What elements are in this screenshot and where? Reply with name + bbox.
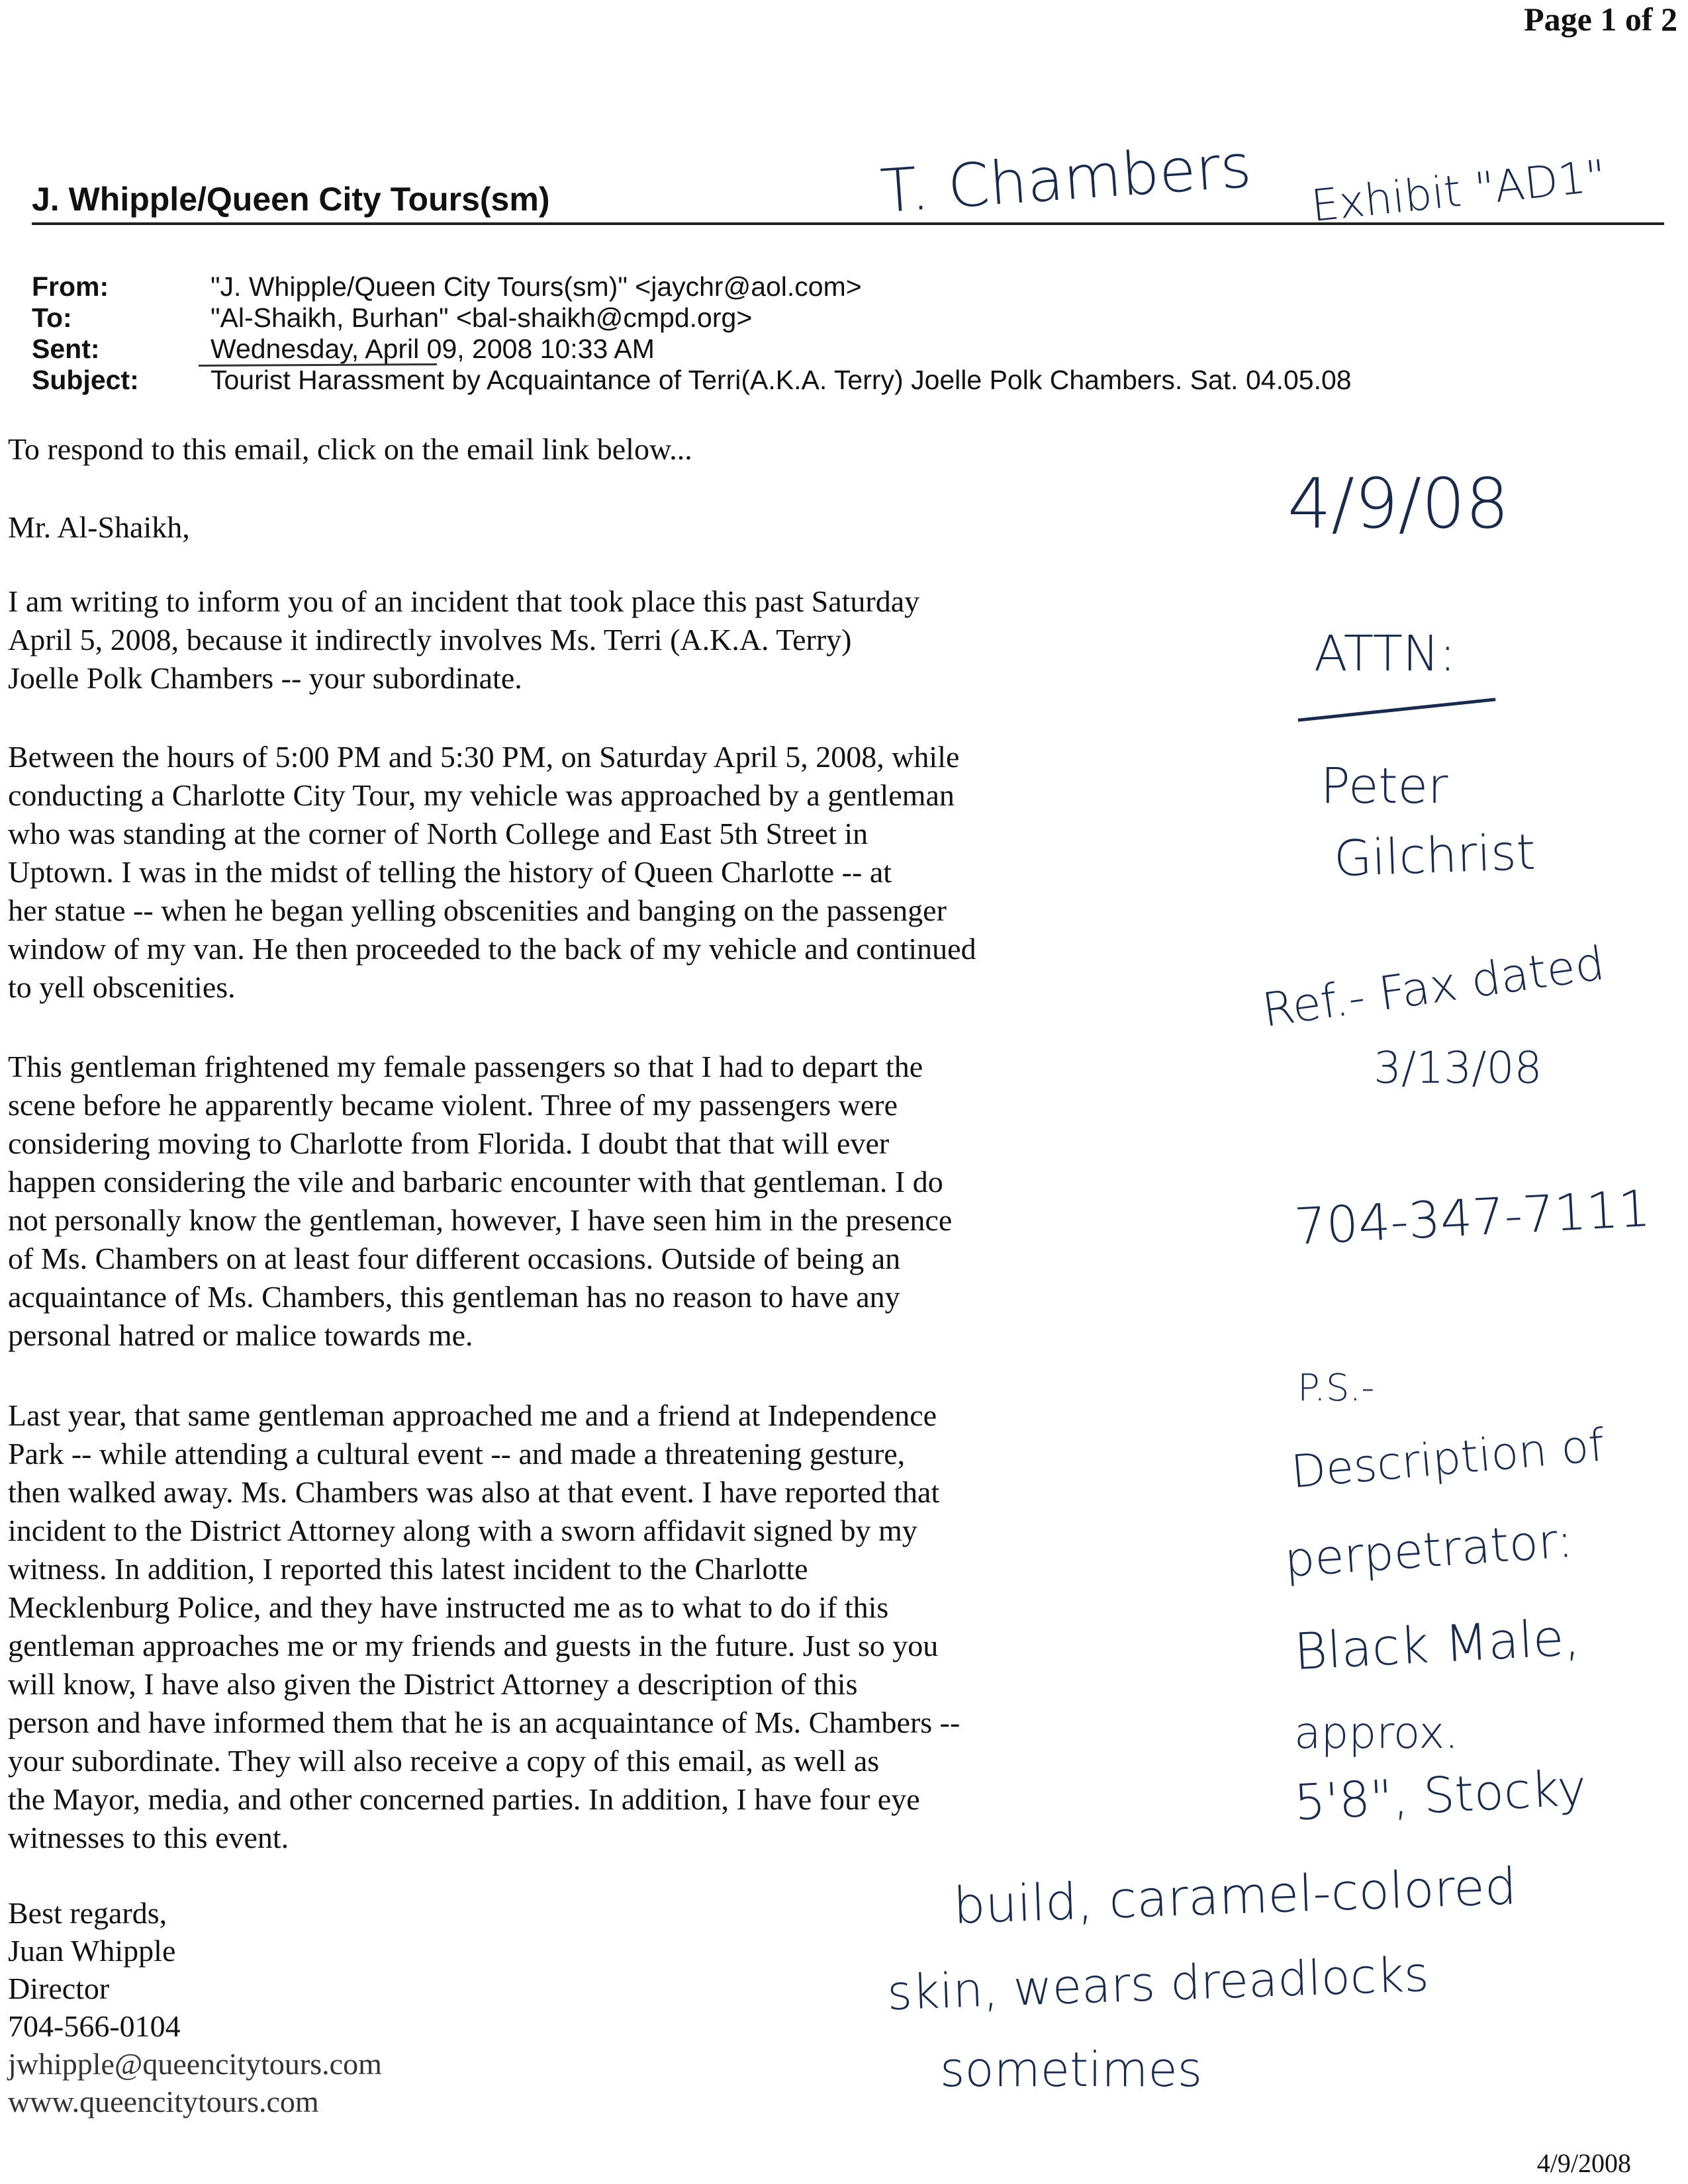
handwritten-ps: P.S.- <box>1297 1367 1375 1410</box>
handwritten-ref: Ref.- Fax dated <box>1258 936 1608 1038</box>
to-label: To: <box>32 302 72 333</box>
paragraph-line: the Mayor, media, and other concerned parties. In addition, I have four eye <box>8 1782 920 1816</box>
paragraph-line: April 5, 2008, because it indirectly involves Ms. Terri (A.K.A. Terry) <box>8 623 852 657</box>
paragraph-line: window of my van. He then proceeded to the back of my vehicle and continued <box>8 932 976 966</box>
handwritten-fax-date: 3/13/08 <box>1374 1042 1542 1093</box>
handwritten-description-line: sometimes <box>940 2042 1203 2097</box>
paragraph-line: witnesses to this event. <box>8 1821 289 1854</box>
handwritten-description-line: 5'8", Stocky <box>1293 1759 1588 1832</box>
body-paragraph-4 <box>8 1396 1305 1857</box>
handwritten-date: 4/9/08 <box>1288 463 1509 544</box>
paragraph-line: her statue -- when he began yelling obscenities and banging on the passenger <box>8 893 947 927</box>
paragraph-line: your subordinate. They will also receive a copy of this email, as well as <box>8 1744 880 1778</box>
signature-phone: 704-566-0104 <box>8 2009 181 2043</box>
paragraph-line: gentleman approaches me or my friends and guests in the future. Just so you <box>8 1629 939 1662</box>
paragraph-line: Joelle Polk Chambers -- your subordinate. <box>8 661 522 695</box>
paragraph-line: considering moving to Charlotte from Florida. I doubt that that will ever <box>8 1126 890 1160</box>
paragraph-line: personal hatred or malice towards me. <box>8 1318 473 1352</box>
paragraph-line: will know, I have also given the District Attorney a description of this <box>8 1667 858 1701</box>
paragraph-line: This gentleman frightened my female passengers so that I had to depart the <box>8 1050 923 1083</box>
paragraph-line: witness. In addition, I reported this latest incident to the Charlotte <box>8 1552 808 1586</box>
signature-name: Juan Whipple <box>8 1934 176 1968</box>
paragraph-line: I am writing to inform you of an incident that took place this past Saturday <box>8 584 920 618</box>
paragraph-line: Between the hours of 5:00 PM and 5:30 PM, on Saturday April 5, 2008, while <box>8 740 960 774</box>
from-label: From: <box>32 271 109 302</box>
signature-email-link[interactable]: jwhipple@queencitytours.com <box>8 2047 382 2081</box>
paragraph-line: happen considering the vile and barbaric encounter with that gentleman. I do <box>8 1165 943 1199</box>
body-paragraph-1 <box>8 582 1305 698</box>
paragraph-line: not personally know the gentleman, however, I have seen him in the presence <box>8 1203 953 1237</box>
handwritten-underline <box>1298 698 1496 721</box>
handwritten-description-line: skin, wears dreadlocks <box>886 1946 1430 2021</box>
body-paragraph-2 <box>8 738 1305 1007</box>
paragraph-line: conducting a Charlotte City Tour, my vehicle was approached by a gentleman <box>8 778 955 812</box>
handwritten-attn-last-name: Gilchrist <box>1333 823 1537 888</box>
paragraph-line: person and have informed them that he is an acquaintance of Ms. Chambers -- <box>8 1706 961 1739</box>
handwritten-description-line: Black Male, <box>1292 1607 1581 1682</box>
handwritten-exhibit-label: Exhibit "AD1" <box>1309 150 1609 232</box>
signature-website-link[interactable]: www.queencitytours.com <box>8 2085 319 2118</box>
handwritten-name: T. Chambers <box>878 131 1254 227</box>
paragraph-line: Mecklenburg Police, and they have instructed me as to what to do if this <box>8 1590 889 1624</box>
handwritten-attn-first-name: Peter <box>1321 758 1448 815</box>
to-value: "Al-Shaikh, Burhan" <bal-shaikh@cmpd.org> <box>211 302 753 333</box>
paragraph-line: of Ms. Chambers on at least four different occasions. Outside of being an <box>8 1242 901 1275</box>
from-value: "J. Whipple/Queen City Tours(sm)" <jaychr@aol.com> <box>211 271 862 302</box>
respond-note: To respond to this email, click on the email link below... <box>8 432 692 466</box>
footer-date: 4/9/2008 <box>1536 2148 1631 2178</box>
subject-label: Subject: <box>32 365 139 395</box>
sent-value: Wednesday, April 09, 2008 10:33 AM <box>211 334 655 364</box>
handwritten-phone: 704-347-7111 <box>1293 1178 1652 1257</box>
handwritten-description-line: build, caramel-colored <box>952 1856 1518 1935</box>
handwritten-description-line: Description of <box>1289 1419 1607 1499</box>
handwritten-description-line: perpetrator: <box>1282 1512 1575 1588</box>
signature-title: Director <box>8 1972 110 2005</box>
paragraph-line: to yell obscenities. <box>8 970 236 1004</box>
paragraph-line: then walked away. Ms. Chambers was also at that event. I have reported that <box>8 1475 940 1509</box>
body-paragraph-3 <box>8 1048 1305 1355</box>
paragraph-line: incident to the District Attorney along with a sworn affidavit signed by my <box>8 1514 917 1547</box>
paragraph-line: Uptown. I was in the midst of telling the history of Queen Charlotte -- at <box>8 855 892 889</box>
paragraph-line: scene before he apparently became violent. Three of my passengers were <box>8 1088 898 1122</box>
paragraph-line: acquaintance of Ms. Chambers, this gentleman has no reason to have any <box>8 1280 900 1314</box>
handwritten-description-line: approx. <box>1294 1707 1459 1758</box>
signature-closing: Best regards, <box>8 1896 167 1930</box>
paragraph-line: Last year, that same gentleman approached me and a friend at Independence <box>8 1398 937 1432</box>
page-count: Page 1 of 2 <box>1524 1 1677 38</box>
salutation: Mr. Al-Shaikh, <box>8 510 190 544</box>
sent-label: Sent: <box>32 334 100 364</box>
document-title: J. Whipple/Queen City Tours(sm) <box>32 181 550 218</box>
paragraph-line: Park -- while attending a cultural event -- and made a threatening gesture, <box>8 1437 906 1471</box>
signature-block <box>8 1894 382 2120</box>
header-divider <box>32 222 1664 225</box>
subject-value: Tourist Harassment by Acquaintance of Terri(A.K.A. Terry) Joelle Polk Chambers. Sat. 04.05.08 <box>211 365 1352 395</box>
handwritten-attn: ATTN: <box>1314 625 1456 682</box>
paragraph-line: who was standing at the corner of North College and East 5th Street in <box>8 817 868 850</box>
